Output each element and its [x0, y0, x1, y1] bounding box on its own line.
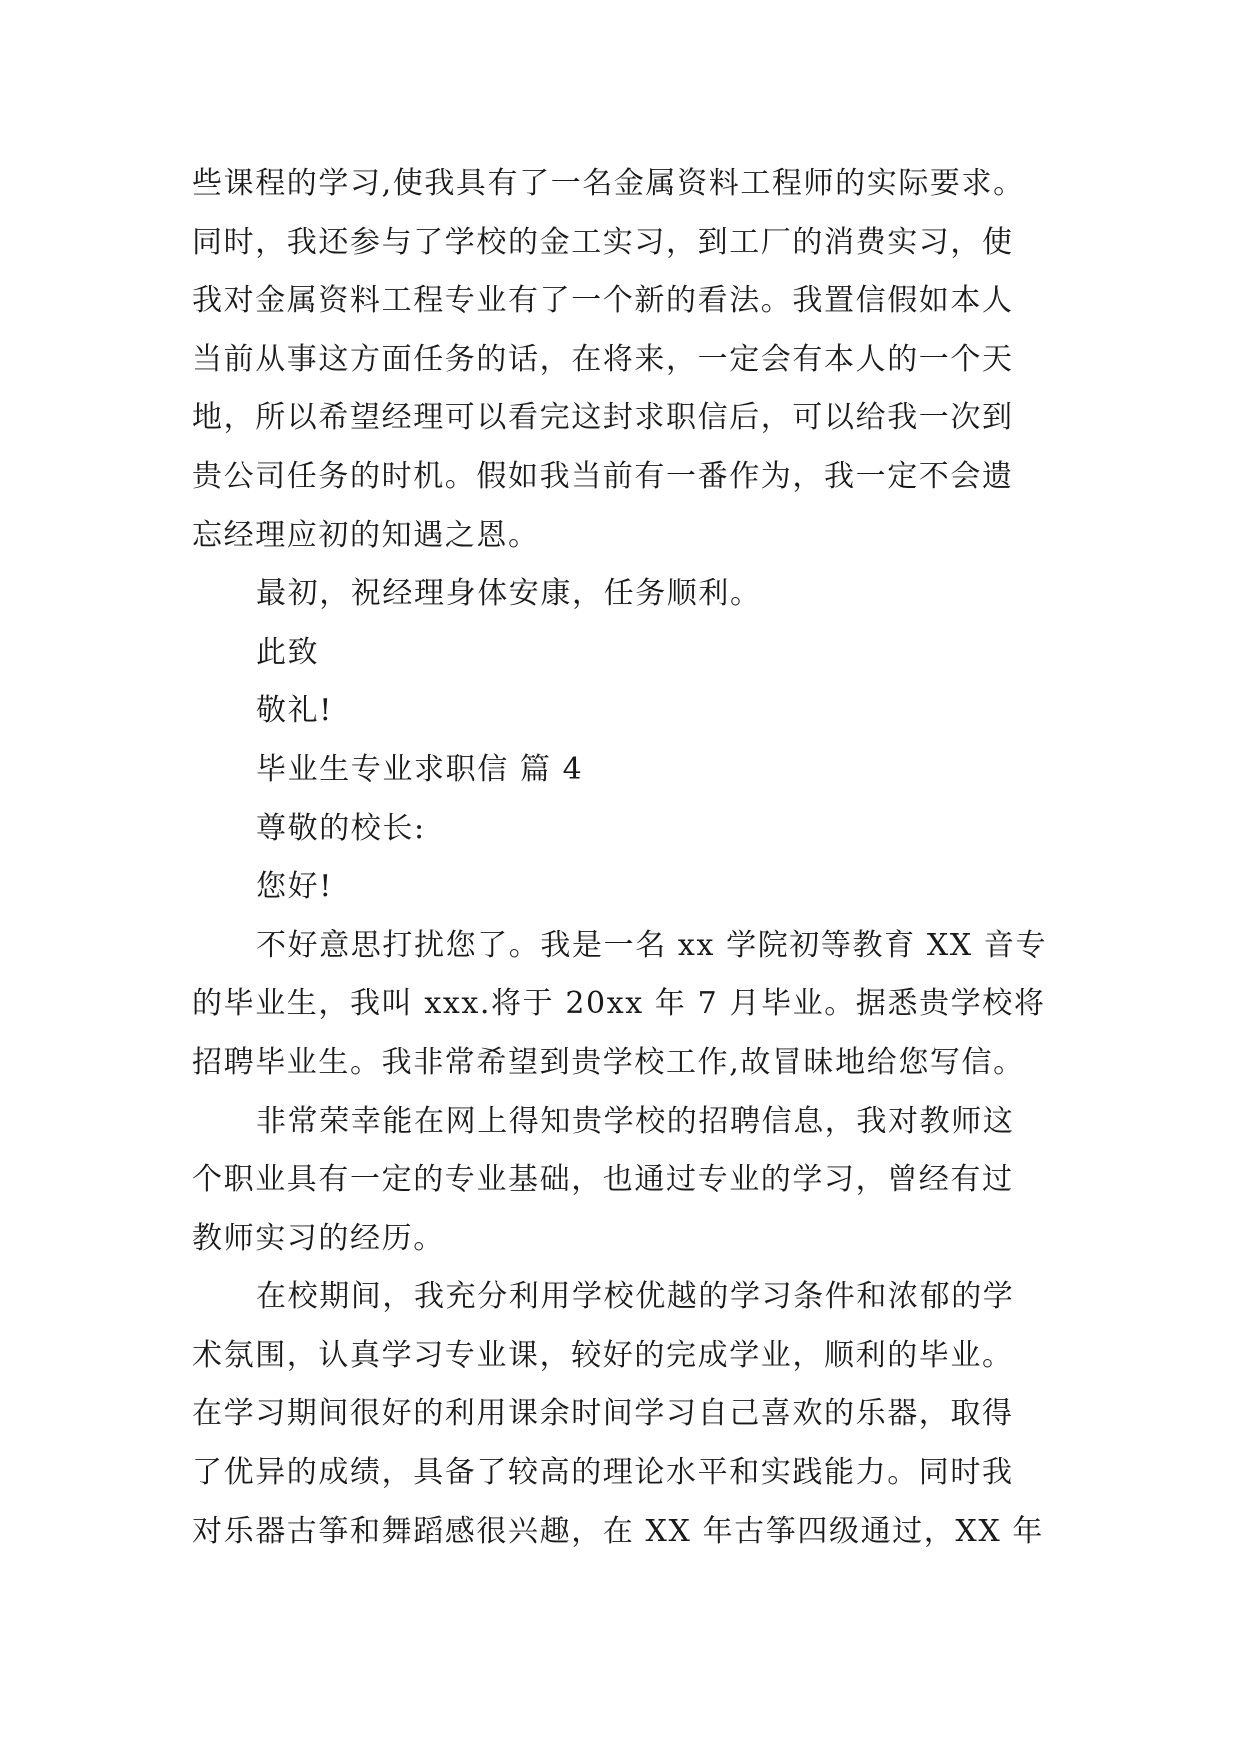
text-line: 招聘毕业生。我非常希望到贵学校工作,故冒昧地给您写信。 — [192, 1044, 1025, 1080]
salutation-cizhi: 此致 — [256, 634, 320, 670]
text-line: 我对金属资料工程专业有了一个新的看法。我置信假如本人 — [192, 283, 1014, 319]
text-line: 对乐器古筝和舞蹈感很兴趣，在 XX 年古筝四级通过，XX 年 — [192, 1513, 1045, 1549]
text-line: 在校期间，我充分利用学校优越的学习条件和浓郁的学 — [256, 1279, 1015, 1315]
text-line: 同时，我还参与了学校的金工实习，到工厂的消费实习，使 — [192, 224, 1014, 260]
text-line: 忘经理应初的知遇之恩。 — [192, 517, 540, 553]
text-line: 教师实习的经历。 — [192, 1220, 445, 1256]
salutation-jingli: 敬礼! — [256, 693, 333, 729]
greeting-addressee: 尊敬的校长: — [256, 810, 426, 846]
closing-wish: 最初，祝经理身体安康，任务顺利。 — [256, 576, 762, 612]
text-line: 不好意思打扰您了。我是一名 xx 学院初等教育 XX 音专 — [256, 927, 1048, 963]
text-line: 在学习期间很好的利用课余时间学习自己喜欢的乐器，取得 — [192, 1396, 1014, 1432]
text-line: 个职业具有一定的专业基础，也通过专业的学习，曾经有过 — [192, 1162, 1014, 1198]
greeting-hello: 您好! — [256, 869, 333, 905]
text-line: 些课程的学习,使我具有了一名金属资料工程师的实际要求。 — [192, 166, 1025, 201]
text-line: 了优异的成绩，具备了较高的理论水平和实践能力。同时我 — [192, 1455, 1014, 1491]
text-line: 非常荣幸能在网上得知贵学校的招聘信息，我对教师这 — [256, 1103, 1015, 1139]
text-line: 术氛围，认真学习专业课，较好的完成学业，顺利的毕业。 — [192, 1337, 1014, 1373]
section-heading: 毕业生专业求职信 篇 4 — [256, 751, 584, 787]
text-line: 当前从事这方面任务的话，在将来，一定会有本人的一个天 — [192, 341, 1014, 377]
text-line: 地，所以希望经理可以看完这封求职信后，可以给我一次到 — [192, 400, 1014, 436]
text-line: 的毕业生，我叫 xxx.将于 20xx 年 7 月毕业。据悉贵学校将 — [192, 986, 1046, 1022]
letter-body — [192, 155, 1092, 1561]
text-line: 贵公司任务的时机。假如我当前有一番作为，我一定不会遗 — [192, 458, 1014, 494]
